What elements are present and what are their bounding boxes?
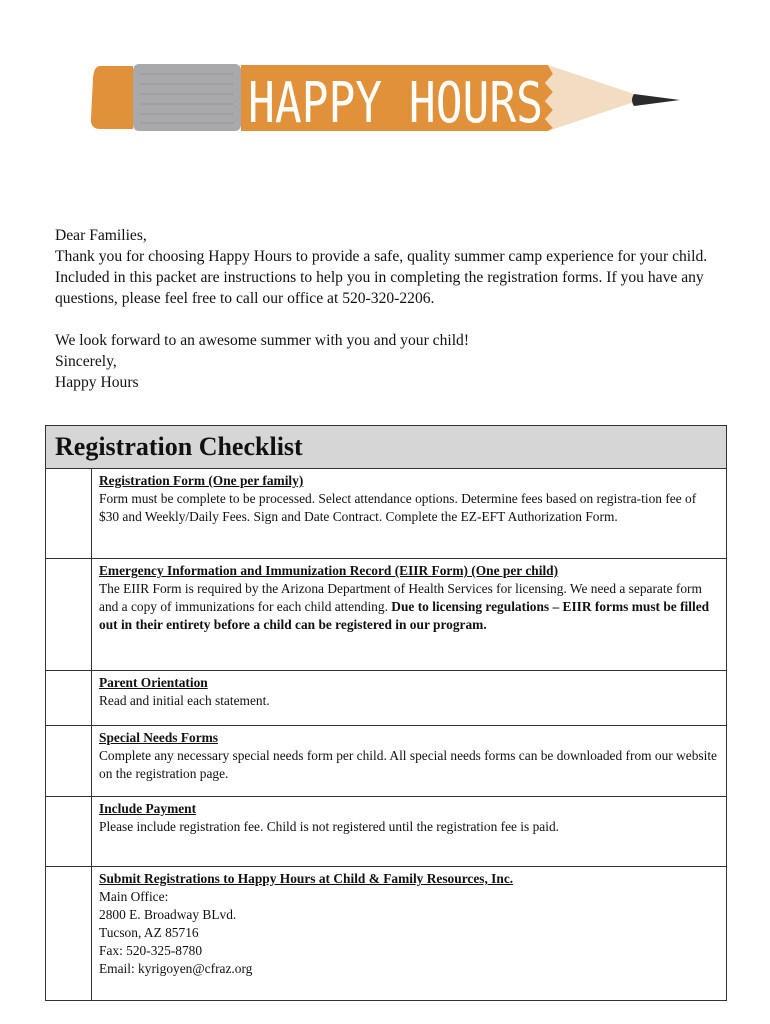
checkbox-cell[interactable] — [46, 797, 92, 866]
happy-hours-pencil-logo — [88, 60, 688, 135]
office-label: Main Office: — [99, 889, 169, 904]
checklist-row — [46, 469, 726, 559]
checklist-item-text: Complete any necessary special needs form per child. All special needs forms can be downloaded from our website on the registration page. — [99, 748, 718, 781]
checkbox-cell[interactable] — [46, 867, 92, 1000]
letter-paragraph-1: Thank you for choosing Happy Hours to provide a safe, quality summer camp experience for your child. — [55, 248, 708, 265]
registration-checklist — [45, 425, 727, 1001]
checklist-title: Registration Checklist — [46, 426, 726, 469]
checklist-item-text: The EIIR Form is required by the Arizona Department of Health Services for licensing. We need a separate form and a copy of immunizations for each child attending. — [99, 581, 702, 614]
pencil-eraser-cap — [91, 66, 133, 129]
office-email[interactable]: Email: kyrigoyen@cfraz.org — [99, 961, 253, 976]
pencil-lead — [632, 94, 680, 106]
checklist-item-title: Registration Form (One per family) — [99, 473, 304, 488]
checklist-row — [46, 867, 726, 1000]
letter-signature: Happy Hours — [55, 374, 139, 391]
checklist-row — [46, 726, 726, 797]
checklist-item-title: Special Needs Forms — [99, 730, 219, 745]
checkbox-cell[interactable] — [46, 469, 92, 558]
letter-closing-1: We look forward to an awesome summer with you and your child! — [55, 332, 470, 349]
office-fax: Fax: 520-325-8780 — [99, 943, 203, 958]
checkbox-cell[interactable] — [46, 671, 92, 725]
checklist-item-title: Emergency Information and Immunization Record (EIIR Form) (One per child) — [99, 563, 559, 578]
checklist-item-text: Form must be complete to be processed. Select attendance options. Determine fees based on registra-tion fee of $30 and Weekly/Daily Fees. Sign and Date Contract. Complete the EZ-EFT Authorization Form. — [99, 491, 697, 524]
checklist-item-text: Please include registration fee. Child is not registered until the registration fee is paid. — [99, 819, 559, 834]
checkbox-cell[interactable] — [46, 559, 92, 670]
pencil-wood — [545, 65, 646, 131]
letter-paragraph-2: Included in this packet are instructions to help you in completing the registration forms. If you have any questions, please feel free to call our office at 520-320-2206. — [55, 269, 704, 307]
checklist-row — [46, 797, 726, 867]
office-address: 2800 E. Broadway BLvd. — [99, 907, 237, 922]
checklist-row — [46, 559, 726, 671]
office-city: Tucson, AZ 85716 — [99, 925, 199, 940]
checklist-item-title: Include Payment — [99, 801, 197, 816]
checklist-item-title: Parent Orientation — [99, 675, 208, 690]
letter-closing-2: Sincerely, — [55, 353, 117, 370]
checklist-item-bold-note: Due to licensing regulations – EIIR forms must be filled out in their entirety before a child can be registered in our program. — [99, 599, 710, 632]
logo-text: HAPPY HOURS — [248, 71, 543, 135]
checklist-item-text: Read and initial each statement. — [99, 693, 270, 708]
checkbox-cell[interactable] — [46, 726, 92, 796]
checklist-item-title: Submit Registrations to Happy Hours at Child & Family Resources, Inc. — [99, 871, 514, 886]
letter-body — [55, 225, 745, 393]
letter-greeting: Dear Families, — [55, 227, 147, 244]
checklist-row — [46, 671, 726, 726]
